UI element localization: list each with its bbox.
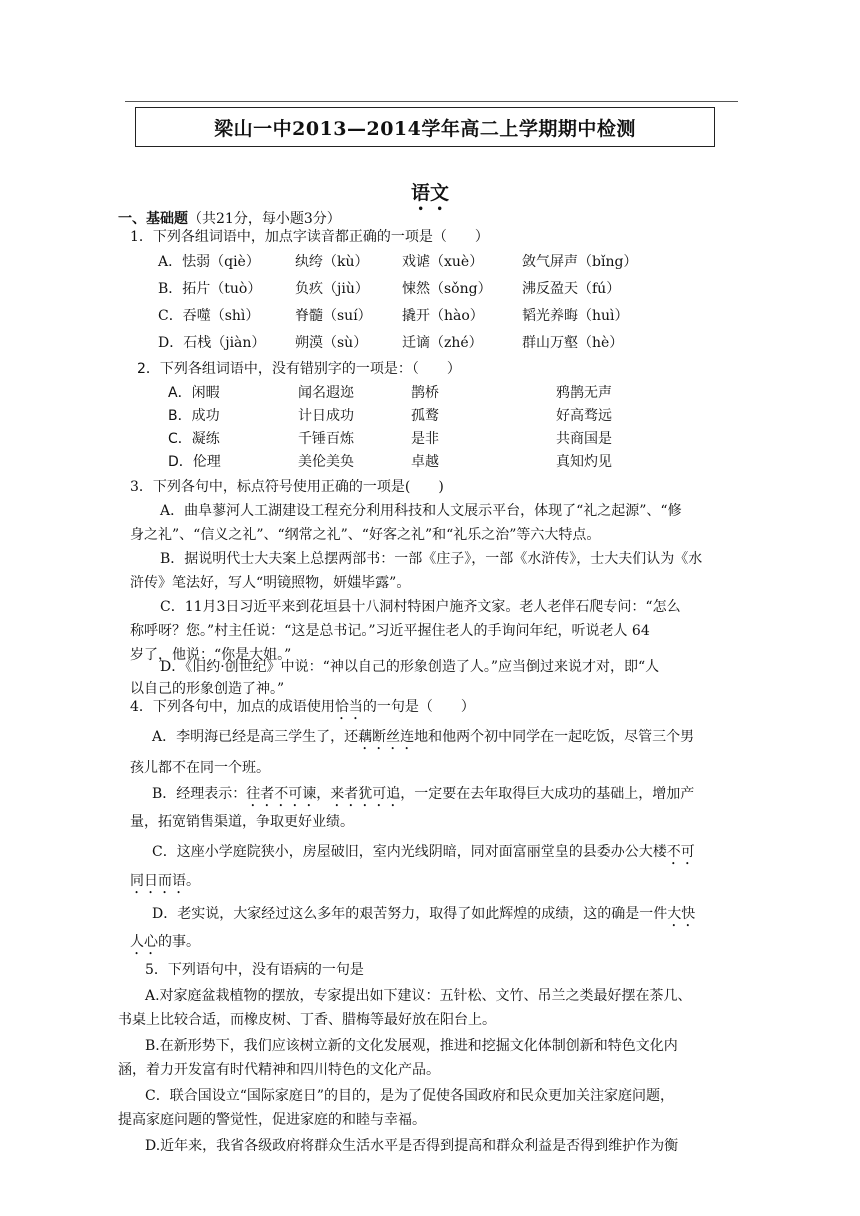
subject-title: 语文 (410, 182, 449, 204)
section-note: （共21分，每小题3分） (188, 211, 341, 227)
q5-option-a-line2: 书桌上比较合适，而橡皮树、丁香、腊梅等最好放在阳台上。 (118, 1012, 496, 1028)
q4-stem (130, 697, 475, 723)
q4-b-idiom: 往者不可谏，来者犹可追 (246, 786, 401, 802)
header-rule-top (125, 101, 725, 102)
q1-b-3: 悚然（sǒng） (402, 281, 492, 297)
q2-b-2: 计日成功 (298, 408, 354, 424)
q4-d-post: 的事。 (158, 934, 200, 950)
q4-b-pre: B．经理表示： (152, 786, 247, 802)
q1-d-4: 群山万壑（hè） (522, 335, 624, 351)
section-title: 一、基础题 (118, 211, 188, 227)
q2-b-1: B．成功 (168, 408, 220, 424)
q4-d-idiom-part1: 大快 (667, 906, 696, 922)
q4-option-b-line1 (152, 784, 694, 810)
q4-c-idiom-part2: 同日而语 (130, 873, 186, 889)
q4-option-a-line1 (152, 727, 694, 753)
q5-option-a-line1: A.对家庭盆栽植物的摆放，专家提出如下建议：五针松、文竹、吊兰之类最好摆在茶几、 (145, 988, 692, 1004)
q3-option-b-line2: 浒传》笔法好，写人“明镜照物，妍媸毕露”。 (130, 575, 411, 591)
q3-option-a-line1: A．曲阜蓼河人工湖建设工程充分利用科技和人文展示平台，体现了“礼之起源”、“修 (160, 503, 682, 519)
q2-a-2: 闻名遐迩 (298, 385, 354, 401)
q2-d-4: 真知灼见 (556, 454, 612, 470)
q5-option-c-line2: 提高家庭问题的警觉性，促进家庭的和睦与幸福。 (118, 1112, 426, 1128)
q2-d-1: D．伦理 (168, 454, 221, 470)
q4-c-idiom-part1: 不可 (666, 844, 695, 860)
q4-option-b-line2: 量，拓宽销售渠道，争取更好业绩。 (130, 814, 354, 830)
exam-title-box (135, 107, 715, 147)
q3-option-c-line3: 岁了，他说：“你是大姐。” (130, 647, 292, 663)
exam-title: 梁山一中2013—2014学年高二上学期期中检测 (214, 117, 636, 140)
q2-b-3: 孤鹜 (411, 408, 439, 424)
q3-option-d-line2: 以自己的形象创造了神。” (130, 681, 285, 697)
q5-option-c-line1: C．联合国设立“国际家庭日”的目的，是为了促使各国政府和民众更加关注家庭问题， (145, 1088, 675, 1104)
q3-option-c-line1: C．11月3日习近平来到花垣县十八洞村特困户施齐文家。老人老伴石爬专问：“怎么 (160, 599, 681, 615)
q2-c-2: 千锤百炼 (298, 431, 354, 447)
q4-stem-post: 的一句是（ ） (362, 699, 475, 715)
q1-d-1: D．石栈（jiàn） (158, 335, 266, 351)
q1-b-1: B．拓片（tuò） (158, 281, 262, 297)
q2-b-4: 好高骛远 (556, 408, 612, 424)
q4-option-d-line1 (152, 904, 695, 930)
q2-a-3: 鹊桥 (411, 385, 439, 401)
q2-c-3: 是非 (411, 431, 439, 447)
q4-d-idiom-part2: 人心 (130, 934, 158, 950)
q2-d-3: 卓越 (411, 454, 439, 470)
q1-b-2: 负疚（jiù） (295, 281, 369, 297)
q4-option-c-line2 (130, 871, 200, 897)
q4-c-pre: C．这座小学庭院狭小，房屋破旧，室内光线阴暗，同对面富丽堂皇的县委办公大楼 (152, 844, 667, 860)
q2-c-4: 共商国是 (556, 431, 612, 447)
q1-a-4: 敛气屏声（bǐng） (522, 254, 638, 270)
q3-option-b-line1: B．据说明代士大夫案上总摆两部书：一部《庄子》，一部《水浒传》，士大夫们认为《水 (160, 551, 703, 567)
q2-a-1: A．闲暇 (168, 385, 220, 401)
q3-stem: 3．下列各句中，标点符号使用正确的一项是( ) (130, 479, 444, 495)
q5-option-b-line1: B.在新形势下，我们应该树立新的文化发展观，推进和挖掘文化体制创新和特色文化内 (145, 1038, 678, 1054)
q1-d-3: 迁谪（zhé） (402, 335, 483, 351)
q4-c-post: 。 (186, 873, 200, 889)
q1-a-2: 纨绔（kù） (295, 254, 369, 270)
q3-option-a-line2: 身之礼”、“信义之礼”、“纲常之礼”、“好客之礼”和“礼乐之治”等六大特点。 (130, 527, 601, 543)
q4-a-idiom: 藕断丝连 (358, 729, 415, 745)
q5-option-b-line2: 涵，着力开发富有时代精神和四川特色的文化产品。 (118, 1062, 440, 1078)
q1-b-4: 沸反盈天（fú） (522, 281, 621, 297)
q4-option-a-line2: 孩儿都不在同一个班。 (130, 760, 270, 776)
q1-c-4: 韬光养晦（huì） (522, 308, 629, 324)
q2-d-2: 美伦美奂 (298, 454, 354, 470)
q1-d-2: 朔漠（sù） (295, 335, 368, 351)
q1-c-1: C．吞噬（shì） (158, 308, 260, 324)
q5-stem: 5．下列语句中，没有语病的一句是 (145, 962, 364, 978)
q1-c-3: 撬开（hào） (402, 308, 484, 324)
q2-stem: 2．下列各组词语中，没有错别字的一项是：（ ） (137, 361, 461, 377)
q1-a-1: A．怯弱（qiè） (158, 254, 260, 270)
header-rule-right (720, 101, 738, 102)
q1-a-3: 戏谑（xuè） (402, 254, 484, 270)
q4-b-post: ，一定要在去年取得巨大成功的基础上，增加产 (400, 786, 695, 802)
q1-stem: 1．下列各组词语中，加点字读音都正确的一项是（ ） (130, 229, 489, 245)
q4-a-post: 地和他两个初中同学在一起吃饭，尽管三个男 (414, 729, 695, 745)
q3-option-c-line2: 称呼呀？您。”村主任说：“这是总书记。”习近平握住老人的手询问年纪，听说老人 64 (130, 623, 650, 639)
q2-a-4: 鸦鹊无声 (556, 385, 612, 401)
q1-c-2: 脊髓（suí） (295, 308, 372, 324)
section-heading (118, 208, 341, 228)
q4-d-pre: D．老实说，大家经过这么多年的艰苦努力，取得了如此辉煌的成绩，这的确是一件 (152, 906, 668, 922)
q4-stem-pre: 4．下列各句中，加点的成语使用 (130, 699, 335, 715)
q2-c-1: C．凝练 (168, 431, 220, 447)
q4-option-d-line2 (130, 932, 200, 958)
q4-a-pre: A．李明海已经是高三学生了，还 (152, 729, 359, 745)
q4-stem-dot: 恰当 (334, 699, 363, 715)
q3-option-d-line1-text: D．《旧约·创世纪》中说：“神以自己的形象创造了人。”应当倒过来说才对，即“人 (160, 659, 660, 675)
q5-option-d-line1: D.近年来，我省各级政府将群众生活水平是否得到提高和群众利益是否得到维护作为衡 (145, 1138, 679, 1154)
q4-option-c-line1 (152, 842, 695, 868)
